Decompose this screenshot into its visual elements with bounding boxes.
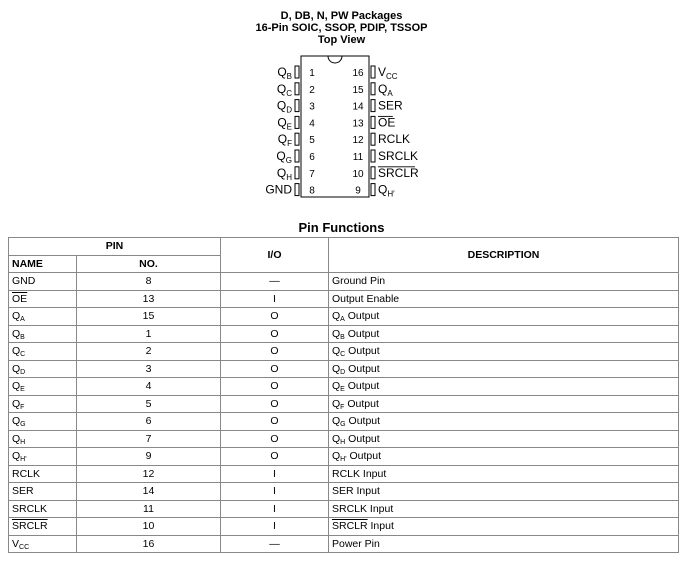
right-pins: [352, 65, 419, 199]
pin-name-cell: $Q_C$: [9, 343, 77, 361]
pin-label: $Q_F$: [277, 132, 292, 149]
table-row: [9, 325, 679, 343]
pin-number-cell: 12: [77, 465, 221, 483]
pin-name-cell: $V_{CC}$: [9, 535, 77, 553]
pin-lead: [371, 66, 375, 78]
pin-io-cell: O: [221, 395, 329, 413]
pin-lead: [295, 66, 299, 78]
pin-description-cell: $Q_A$ Output: [329, 308, 679, 326]
pin-io-cell: O: [221, 413, 329, 431]
package-view-label: Top View: [317, 34, 366, 46]
pin-number: 4: [309, 118, 315, 130]
pin-description-cell: Output Enable: [329, 290, 679, 308]
pin-number: 12: [352, 135, 364, 147]
io-header: I/O: [221, 238, 329, 273]
pin-number-cell: 16: [77, 535, 221, 553]
pin-number-cell: 4: [77, 378, 221, 396]
pin-description-cell: $Q_G$ Output: [329, 413, 679, 431]
pin-functions-title: Pin Functions: [298, 220, 385, 235]
pin-name-cell: GND: [9, 273, 77, 291]
no-header: NO.: [77, 255, 221, 273]
pin-label: $Q_B$: [277, 65, 292, 81]
description-header: DESCRIPTION: [329, 238, 679, 273]
pin-label: GND: [265, 182, 292, 197]
pin-io-cell: I: [221, 483, 329, 501]
pin-io-cell: I: [221, 465, 329, 483]
pin-number: 13: [352, 118, 364, 130]
pin-label: $Q_G$: [276, 149, 292, 165]
table-row: [9, 430, 679, 448]
pin-description-cell: $Q_B$ Output: [329, 325, 679, 343]
pin-label: RCLK: [378, 132, 411, 147]
pin-label: $Q_A$: [378, 81, 393, 98]
pin-name-cell: $Q_F$: [9, 395, 77, 413]
pin-description-cell: SRCLK Input: [329, 500, 679, 518]
table-row: [9, 448, 679, 466]
pin-description-cell: $Q_{H'}$ Output: [329, 448, 679, 466]
pin-lead: [295, 116, 299, 128]
table-row: [9, 413, 679, 431]
pin-description-cell: Power Pin: [329, 535, 679, 553]
pin-name-cell: $Q_H$: [9, 430, 77, 448]
table-row: [9, 483, 679, 501]
pin-name-cell: $Q_{H'}$: [9, 448, 77, 466]
table-row: [9, 518, 679, 536]
pin-number: 16: [352, 68, 364, 79]
pin-io-cell: O: [221, 343, 329, 361]
pin-io-cell: O: [221, 308, 329, 326]
pin-name-cell: SRCLK: [9, 500, 77, 518]
table-row: [9, 500, 679, 518]
pinout-diagram: [0, 0, 683, 215]
name-header: NAME: [9, 255, 77, 273]
pin-name-cell: $Q_G$: [9, 413, 77, 431]
pin-lead: [295, 184, 299, 196]
pin-name-cell: $Q_E$: [9, 378, 77, 396]
pin-name-cell: SER: [9, 483, 77, 501]
pin-number: 8: [309, 185, 315, 197]
pin-label: $Q_D$: [276, 98, 292, 115]
pin-number: 5: [309, 135, 315, 147]
pin-description-cell: $Q_C$ Output: [329, 343, 679, 361]
pin-name-cell: RCLK: [9, 465, 77, 483]
pin-lead: [371, 184, 375, 196]
pin-number-cell: 2: [77, 343, 221, 361]
pin-io-cell: O: [221, 448, 329, 466]
pin-io-cell: —: [221, 535, 329, 553]
pin-io-cell: O: [221, 378, 329, 396]
pin-number-cell: 10: [77, 518, 221, 536]
pin-number-cell: 3: [77, 360, 221, 378]
pin-label: $Q_{H'}$: [378, 182, 395, 199]
pin-label: SER: [378, 98, 403, 113]
pin-description-cell: RCLK Input: [329, 465, 679, 483]
pin-number-cell: 7: [77, 430, 221, 448]
pin-lead: [295, 83, 299, 95]
pin-description-cell: $Q_H$ Output: [329, 430, 679, 448]
pin-number-cell: 11: [77, 500, 221, 518]
pin-description-cell: Ground Pin: [329, 273, 679, 291]
pin-number: 1: [309, 68, 315, 79]
pin-label: SRCLK: [378, 149, 419, 163]
pin-number: 14: [352, 101, 364, 113]
table-row: [9, 290, 679, 308]
pin-lead: [295, 133, 299, 145]
pin-number: 6: [309, 152, 315, 163]
pin-label: $Q_C$: [276, 81, 292, 98]
pin-lead: [371, 83, 375, 95]
pin-description-cell: $Q_E$ Output: [329, 378, 679, 396]
pin-name-cell: $Q_A$: [9, 308, 77, 326]
table-row: [9, 360, 679, 378]
pin-number: 9: [355, 185, 361, 197]
pin-header: PIN: [9, 238, 221, 256]
pin-name-cell: $Q_D$: [9, 360, 77, 378]
pin-number-cell: 9: [77, 448, 221, 466]
pin-functions-table: [8, 237, 679, 553]
pin-number: 15: [352, 84, 364, 96]
pin-description-cell: SER Input: [329, 483, 679, 501]
pin-label: $Q_H$: [276, 165, 292, 182]
pin-number: 3: [309, 101, 315, 113]
pin-number-cell: 5: [77, 395, 221, 413]
pin-io-cell: O: [221, 360, 329, 378]
pin-number-cell: 1: [77, 325, 221, 343]
table-row: [9, 273, 679, 291]
package-title: D, DB, N, PW Packages: [280, 10, 403, 22]
pin-io-cell: I: [221, 518, 329, 536]
pin-label: $Q_E$: [277, 115, 292, 132]
pin-io-cell: —: [221, 273, 329, 291]
pin-label: OE: [378, 115, 396, 130]
pin-number: 10: [352, 168, 364, 180]
pin-io-cell: I: [221, 290, 329, 308]
pin-name-cell: SRCLR: [9, 518, 77, 536]
pin-number: 7: [309, 168, 315, 180]
pin-io-cell: O: [221, 325, 329, 343]
pin-lead: [295, 100, 299, 112]
table-row: [9, 535, 679, 553]
left-pins: [265, 65, 315, 197]
pin-lead: [371, 150, 375, 162]
table-row: [9, 378, 679, 396]
pin-description-cell: $Q_F$ Output: [329, 395, 679, 413]
pin-number-cell: 6: [77, 413, 221, 431]
pin-description-cell: $Q_D$ Output: [329, 360, 679, 378]
pin-io-cell: I: [221, 500, 329, 518]
pin-number-cell: 14: [77, 483, 221, 501]
pin-label: SRCLR: [378, 165, 419, 180]
pin-io-cell: O: [221, 430, 329, 448]
pin-number-cell: 13: [77, 290, 221, 308]
pin-description-cell: SRCLR Input: [329, 518, 679, 536]
pin-lead: [371, 167, 375, 179]
pin-name-cell: $Q_B$: [9, 325, 77, 343]
pin-number: 2: [309, 84, 315, 96]
pin-lead: [371, 116, 375, 128]
package-subtitle: 16-Pin SOIC, SSOP, PDIP, TSSOP: [255, 22, 428, 34]
table-row: [9, 308, 679, 326]
pin-lead: [371, 133, 375, 145]
pin-lead: [295, 167, 299, 179]
pin-lead: [295, 150, 299, 162]
pin-lead: [371, 100, 375, 112]
pin-number-cell: 15: [77, 308, 221, 326]
pin-number: 11: [352, 152, 364, 163]
table-row: [9, 343, 679, 361]
pin-number-cell: 8: [77, 273, 221, 291]
pin-name-cell: $\overline{OE}$: [9, 290, 77, 308]
table-row: [9, 465, 679, 483]
chip-notch: [328, 56, 342, 63]
pin-label: $V_{CC}$: [378, 65, 398, 81]
table-row: [9, 395, 679, 413]
